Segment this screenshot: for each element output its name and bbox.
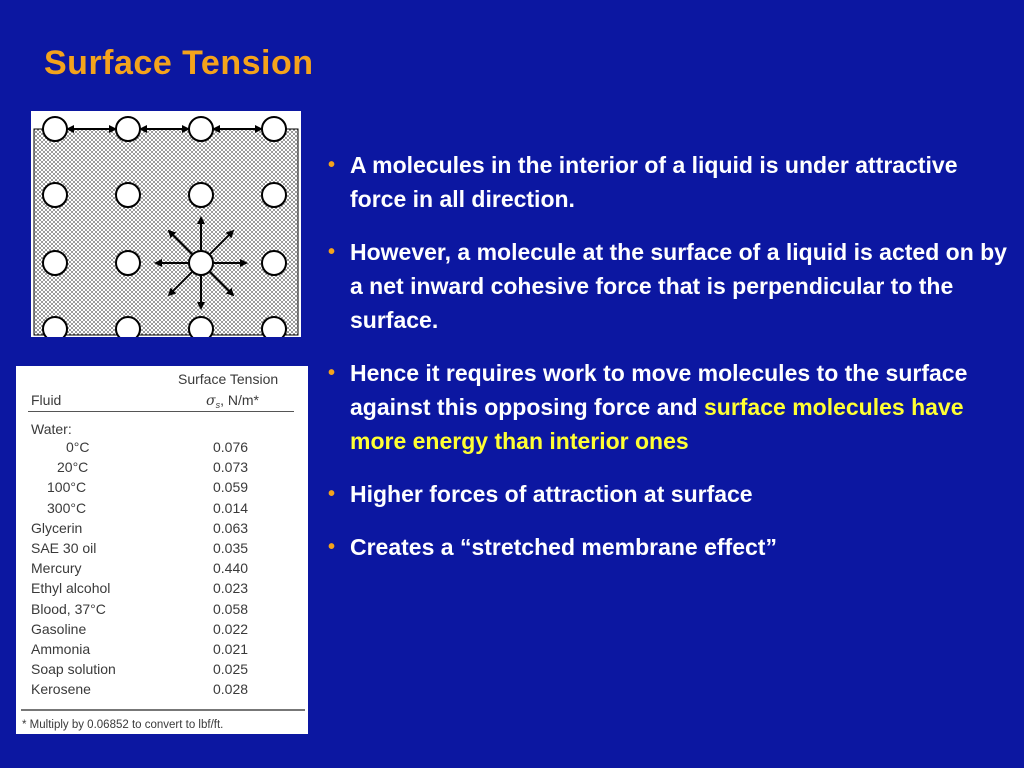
table-header-fluid: Fluid [31,392,62,408]
bullet-item [328,356,1008,458]
interior-molecule [116,251,140,275]
bullet-marker: • [328,362,336,384]
interior-molecule [262,183,286,207]
fluid-name: 300°C [47,499,87,516]
surface-tension-value: 0.028 [213,681,249,698]
bullet-item [328,148,1008,216]
table-row [16,681,308,701]
bullet-item [328,235,1008,337]
interior-molecule [189,183,213,207]
surface-tension-value: 0.058 [213,600,249,617]
interior-molecule [116,317,140,337]
surface-tension-value: 0.059 [213,479,249,496]
surface-tension-value: 0.073 [213,459,249,476]
bullet-item [328,530,1008,564]
table-footer-rule [21,709,305,711]
highlighted-text: surface molecules have more energy than interior ones [350,394,964,454]
table-row [16,601,308,621]
surface-tension-value: 0.014 [213,499,249,516]
table-row [16,459,308,479]
bullet-text: A molecules in the interior of a liquid is under attractive force in all direction. [350,152,958,212]
fluid-name: 100°C [47,479,87,496]
table-row [16,621,308,641]
table-header-rule [28,411,294,412]
bullet-text: Hence it requires work to move molecules to the surface against this opposing force and [350,360,968,420]
table-row [16,439,308,459]
interior-molecule [43,251,67,275]
table-row [16,661,308,681]
fluid-name: Ammonia [31,641,91,657]
surface-molecule [189,117,213,141]
surface-tension-value: 0.440 [213,560,249,577]
table-row [16,560,308,580]
fluid-name: Ethyl alcohol [31,580,111,597]
table-row [16,540,308,560]
sigma-symbol: σ [206,393,216,409]
interior-molecule [262,251,286,275]
water-group-label: Water: [31,421,72,437]
slide-title: Surface Tension [44,44,314,82]
table-row [16,641,308,661]
table-row [16,580,308,600]
table-row [16,479,308,499]
surface-tension-value: 0.076 [213,439,249,455]
table-header-units [206,392,259,410]
surface-tension-value: 0.063 [213,519,249,536]
bullet-marker: • [328,154,336,176]
bullet-text: Higher forces of attraction at surface [350,481,753,507]
fluid-name: 20°C [57,459,89,476]
interior-molecule [43,183,67,207]
table-header-surface-tension: Surface Tension [178,371,279,387]
fluid-name: 0°C [66,439,90,455]
bullet-text: However, a molecule at the surface of a liquid is acted on by a net inward cohesive force that is perpendicular to the surface. [350,239,1007,333]
table-footnote: * Multiply by 0.06852 to convert to lbf/ft. [22,719,224,731]
interior-molecule [116,183,140,207]
surface-tension-value: 0.025 [213,661,249,678]
surface-tension-value: 0.035 [213,540,249,556]
fluid-name: Glycerin [31,519,83,536]
sigma-subscript: s [215,400,221,410]
surface-tension-value: 0.021 [213,641,249,657]
fluid-name: Mercury [31,560,82,577]
interior-molecule [262,317,286,337]
fluid-name: Gasoline [31,620,87,637]
surface-tension-value: 0.022 [213,620,249,637]
surface-molecule [43,117,67,141]
bullet-item [328,477,1008,511]
fluid-name: Kerosene [31,681,91,698]
table-row [16,500,308,520]
bullet-marker: • [328,241,336,263]
interior-molecule [189,317,213,337]
surface-tension-table [16,366,308,734]
bullet-marker: • [328,536,336,558]
surface-tension-value: 0.023 [213,580,249,597]
interior-molecule [43,317,67,337]
fluid-name: SAE 30 oil [31,540,97,556]
table-row [16,520,308,540]
surface-molecule [116,117,140,141]
fluid-name: Blood, 37°C [31,600,106,617]
interior-molecule-highlighted [189,251,213,275]
surface-molecule [262,117,286,141]
fluid-name: Soap solution [31,661,116,678]
units-label: , N/m* [220,392,259,408]
bullet-text: Creates a “stretched membrane effect” [350,534,777,560]
bullet-list [328,148,1008,583]
bullet-marker: • [328,483,336,505]
molecular-forces-diagram [31,111,301,337]
